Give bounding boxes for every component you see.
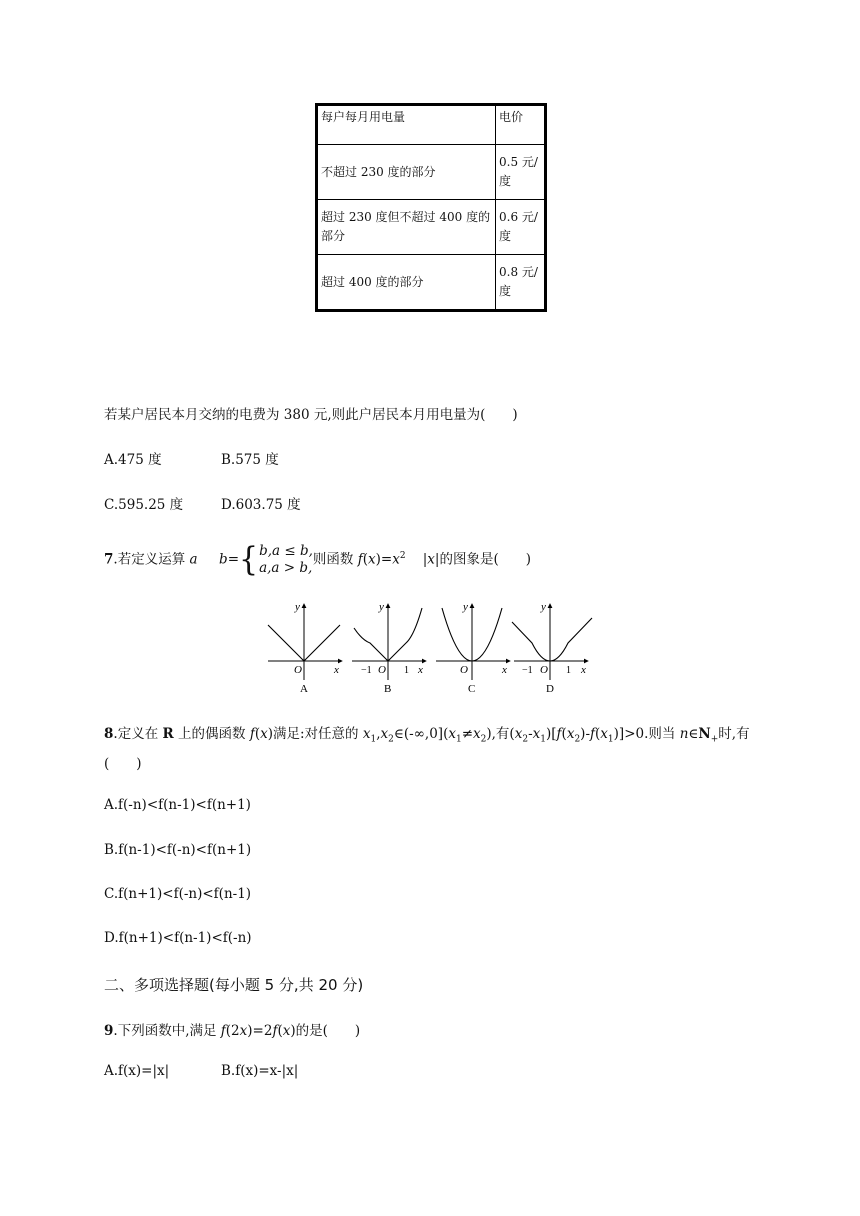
section-heading: 二、多项选择题(每小题 5 分,共 20 分)	[104, 976, 364, 994]
x-label: x	[581, 664, 586, 676]
graph-label: C	[468, 683, 476, 695]
q6-option-a: A.475 度	[104, 452, 162, 468]
graph-b	[352, 601, 426, 695]
table-cell: 0.5 元/度	[496, 145, 546, 200]
tick-pos-label: 1	[566, 665, 571, 676]
q7-number: 7	[104, 551, 114, 568]
table-cell: 不超过 230 度的部分	[317, 145, 496, 200]
y-label: y	[379, 601, 384, 613]
q8-option-b: B.f(n-1)<f(-n)<f(n+1)	[104, 842, 252, 858]
q7-suffix-end: |的图象是( )	[434, 551, 531, 568]
q7-prefix: .若定义运算	[113, 551, 190, 568]
q6-stem: 若某户居民本月交纳的电费为 380 元,则此户居民本月用电量为( )	[104, 407, 518, 423]
q6-option-b: B.575 度	[221, 452, 279, 468]
origin-label: O	[294, 664, 302, 676]
graph-label: D	[546, 683, 554, 695]
graph-a	[268, 601, 342, 695]
q9-suffix: 的是( )	[295, 1023, 361, 1039]
q9-number: 9	[104, 1023, 114, 1039]
graph-c	[436, 601, 510, 695]
table-header-row	[317, 105, 546, 145]
q9-option-b: B.f(x)=x-|x|	[221, 1063, 299, 1079]
table-row	[317, 145, 546, 200]
electricity-price-table	[315, 103, 547, 312]
table-row	[317, 200, 546, 255]
graph-d	[512, 601, 592, 695]
q8-number: 8	[104, 726, 114, 742]
q7-stem: 7.若定义运算 a b={b,a ≤ b, a,a > b,则函数 $f(x)=x^2$ |x|的图象是( )	[104, 540, 531, 579]
brace-symbol: {	[239, 540, 259, 579]
y-label: y	[463, 601, 468, 613]
origin-label: O	[460, 664, 468, 676]
table-cell: 超过 230 度但不超过 400 度的部分	[317, 200, 496, 255]
origin-label: O	[540, 664, 548, 676]
q7-suffix: 则函数	[312, 551, 358, 568]
q7-graphs	[262, 598, 598, 698]
table-row	[317, 255, 546, 311]
q8-paren: ( )	[104, 756, 142, 772]
y-label: y	[295, 601, 300, 613]
graph-label: B	[384, 683, 392, 695]
x-label: x	[334, 664, 339, 676]
x-label: x	[502, 664, 507, 676]
q7-cases	[259, 543, 313, 577]
table-header-price: 电价	[496, 105, 546, 145]
graph-label: A	[300, 683, 308, 695]
table-cell: 超过 400 度的部分	[317, 255, 496, 311]
q9-option-a: A.f(x)=|x|	[104, 1063, 170, 1079]
q6-option-c: C.595.25 度	[104, 497, 184, 513]
tick-neg-label: −1	[361, 665, 372, 676]
table-cell: 0.6 元/度	[496, 200, 546, 255]
q7-case-2: a,a > b,	[259, 560, 313, 576]
curve	[512, 618, 592, 661]
y-label: y	[541, 601, 546, 613]
q8-option-c: C.f(n+1)<f(-n)<f(n-1)	[104, 886, 252, 902]
q8-option-d: D.f(n+1)<f(n-1)<f(-n)	[104, 930, 252, 946]
table-header-usage: 每户每月用电量	[317, 105, 496, 145]
q8-option-a: A.f(-n)<f(n-1)<f(n+1)	[104, 797, 251, 813]
x-label: x	[418, 664, 423, 676]
table-cell: 0.8 元/度	[496, 255, 546, 311]
q9-stem: 9.下列函数中,满足 f(2x)=2f(x)的是( )	[104, 1023, 361, 1039]
q7-case-1: b,a ≤ b,	[259, 543, 313, 559]
q9-prefix: .下列函数中,满足	[113, 1023, 221, 1039]
tick-neg-label: −1	[522, 665, 533, 676]
tick-pos-label: 1	[404, 665, 409, 676]
origin-label: O	[378, 664, 386, 676]
q8-stem: 8.定义在 R 上的偶函数 f(x)满足:对任意的 $x_1,x_2\in(-\infty,0](x_1\ne x_2)$,有$(x_2-x_1)[f(x_2)-f(x_1)]>0$.则当 $n\in N_+$时,有	[104, 726, 750, 745]
q6-option-d: D.603.75 度	[221, 497, 301, 513]
